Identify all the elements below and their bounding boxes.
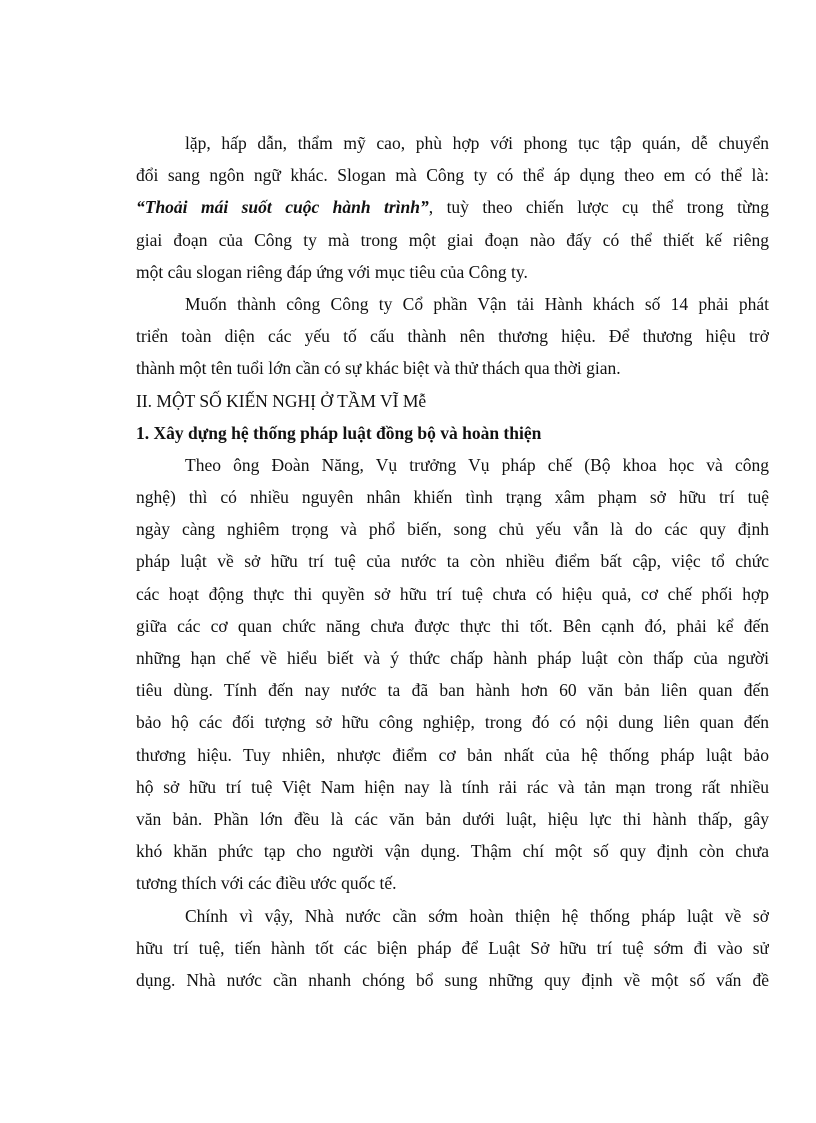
text-line: dụng. Nhà nước cần nhanh chóng bổ sung những quy định về một số vấn đề [136, 969, 769, 990]
text-line: triển toàn diện các yếu tố cấu thành nên thương hiệu. Để thương hiệu trở [136, 326, 769, 347]
text-line: những hạn chế về hiểu biết và ý thức chấp hành pháp luật còn thấp của người [136, 648, 769, 668]
text-line: Chính vì vậy, Nhà nước cần sớm hoàn thiện hệ thống pháp luật về sở [185, 905, 769, 926]
slogan-text: “Thoải mái suốt cuộc hành trình” [136, 197, 429, 218]
text-line: giai đoạn của Công ty mà trong một giai đoạn nào đấy có thể thiết kế riêng [136, 229, 769, 250]
section-heading: II. MỘT SỐ KIẾN NGHỊ Ở TẦM VĨ Mễ [136, 390, 427, 411]
text-line: khó khăn phức tạp cho người vận dụng. Thậm chí một số quy định còn chưa [136, 841, 769, 862]
subsection-heading: 1. Xây dựng hệ thống pháp luật đồng bộ và hoàn thiện [136, 422, 542, 443]
text-span: , tuỳ theo chiến lược cụ thể trong từng [428, 197, 769, 218]
document-page [136, 127, 769, 996]
text-line: một câu slogan riêng đáp ứng với mục tiêu của Công ty. [136, 261, 528, 282]
text-line: tiêu dùng. Tính đến nay nước ta đã ban hành hơn 60 văn bản liên quan đến [136, 680, 769, 701]
text-line: ngày càng nghiêm trọng và phổ biến, song chủ yếu vẫn là do các quy định [136, 519, 769, 540]
text-line: Theo ông Đoàn Năng, Vụ trưởng Vụ pháp chế (Bộ khoa học và công [185, 454, 769, 475]
text-line: tương thích với các điều ước quốc tế. [136, 873, 397, 894]
text-line [136, 191, 769, 223]
text-line: pháp luật về sở hữu trí tuệ của nước ta còn nhiều điểm bất cập, việc tổ chức [136, 551, 769, 572]
text-line: đổi sang ngôn ngữ khác. Slogan mà Công ty có thể áp dụng theo em có thể là: [136, 165, 769, 186]
text-line: thành một tên tuổi lớn cần có sự khác biệt và thử thách qua thời gian. [136, 358, 621, 379]
text-line: thương hiệu. Tuy nhiên, nhược điểm cơ bản nhất của hệ thống pháp luật bảo [136, 744, 769, 765]
text-line: bảo hộ các đối tượng sở hữu công nghiệp, trong đó có nội dung liên quan đến [136, 712, 769, 733]
text-line: Muốn thành công Công ty Cổ phần Vận tải Hành khách số 14 phải phát [185, 293, 769, 314]
text-line: văn bản. Phần lớn đều là các văn bản dưới luật, hiệu lực thi hành thấp, gây [136, 808, 769, 829]
text-line: lặp, hấp dẫn, thẩm mỹ cao, phù hợp với phong tục tập quán, dễ chuyển [185, 133, 769, 153]
text-line: nghệ) thì có nhiều nguyên nhân khiến tình trạng xâm phạm sở hữu trí tuệ [136, 487, 769, 508]
text-line: giữa các cơ quan chức năng chưa được thực thi tốt. Bên cạnh đó, phải kể đến [136, 615, 769, 636]
text-line: hữu trí tuệ, tiến hành tốt các biện pháp để Luật Sở hữu trí tuệ sớm đi vào sử [136, 937, 769, 958]
text-line: các hoạt động thực thi quyền sở hữu trí tuệ chưa có hiệu quả, cơ chế phối hợp [136, 583, 769, 604]
text-line: hộ sở hữu trí tuệ Việt Nam hiện nay là tính rải rác và tản mạn trong rất nhiều [136, 776, 769, 797]
